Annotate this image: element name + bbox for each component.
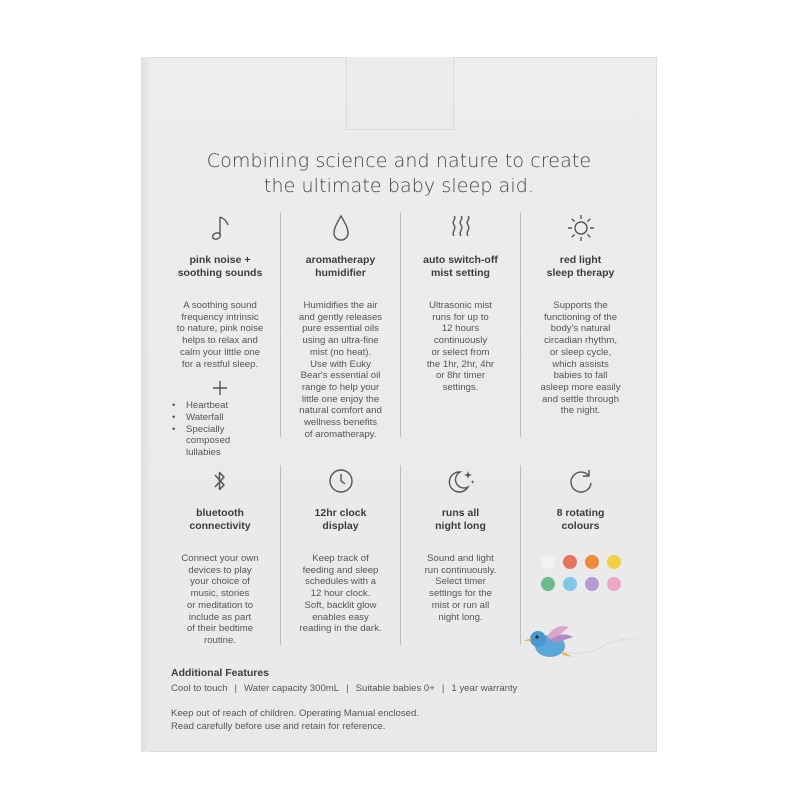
desc-line: of aromatherapy. xyxy=(304,428,377,440)
desc-line: using an ultra-fine xyxy=(302,335,379,347)
sun-icon xyxy=(521,212,640,244)
desc-line: or select from xyxy=(431,346,490,358)
desc-line: 12 hours xyxy=(441,323,480,335)
desc-line: schedules with a xyxy=(305,576,376,588)
desc-line: and gently releases xyxy=(298,311,383,323)
features-grid xyxy=(160,212,642,645)
tagline-line-1: Combining science and nature to create xyxy=(206,150,592,172)
desc-line: devices to play xyxy=(188,564,252,576)
desc-line: which assists xyxy=(552,358,609,370)
colour-swatch xyxy=(585,577,599,591)
separator: | xyxy=(234,683,238,694)
colour-swatch xyxy=(585,555,599,569)
title-line: display xyxy=(322,520,359,532)
desc-line: Use with Euky xyxy=(310,358,371,370)
desc-line: Humidifies the air xyxy=(303,300,378,311)
desc-line: routine. xyxy=(204,634,236,646)
desc-line: or sleep cycle, xyxy=(549,346,612,358)
colour-swatch xyxy=(607,555,621,569)
title-line: night long xyxy=(435,520,486,532)
desc-line: run continuously. xyxy=(424,564,497,576)
feature-item: Water capacity 300mL xyxy=(244,683,340,694)
desc-line: the 1hr, 2hr, 4hr xyxy=(426,358,495,370)
tagline-line-2: the ultimate baby sleep aid. xyxy=(263,175,535,197)
desc-line: of their bedtime xyxy=(186,623,254,635)
colour-swatches xyxy=(521,555,640,591)
safety-notice xyxy=(171,707,419,733)
desc-line: for a restful sleep. xyxy=(181,358,259,370)
desc-line: continuously xyxy=(433,335,488,347)
desc-line: include as part xyxy=(188,611,252,623)
desc-line: frequency intrinsic xyxy=(181,311,259,323)
rotate-icon xyxy=(521,465,640,497)
desc-line: natural comfort and xyxy=(299,405,382,417)
colour-swatch xyxy=(607,577,621,591)
additional-features-list xyxy=(171,683,517,694)
desc-line: Select timer xyxy=(435,576,486,588)
tagline xyxy=(141,149,657,199)
box-flap xyxy=(346,57,454,130)
desc-line: reading in the dark. xyxy=(299,623,382,635)
music-note-icon xyxy=(160,212,280,244)
title-line: humidifier xyxy=(315,267,366,279)
desc-line: runs for up to xyxy=(432,311,489,323)
desc-line: helps to relax and xyxy=(182,335,258,347)
bluetooth-icon xyxy=(160,465,280,497)
desc-line: the night. xyxy=(560,405,601,417)
additional-features-heading: Additional Features xyxy=(171,667,270,679)
list-item-text: lullabies xyxy=(186,447,221,459)
title-line: mist setting xyxy=(431,267,490,279)
feature-item: 1 year warranty xyxy=(451,683,518,694)
feature-title xyxy=(281,507,400,533)
feature-pink-noise xyxy=(160,212,280,459)
desc-line: little one enjoy the xyxy=(301,393,380,405)
list-item-text: • Specially xyxy=(186,423,225,435)
desc-line: Bear's essential oil xyxy=(300,370,381,382)
desc-line: night long. xyxy=(438,611,483,623)
feature-title xyxy=(521,507,640,533)
feature-title xyxy=(401,507,520,533)
desc-line: asleep more easily xyxy=(540,381,621,393)
desc-line: Sound and light xyxy=(427,553,494,564)
separator: | xyxy=(346,683,349,694)
title-line: aromatherapy xyxy=(305,254,376,266)
desc-line: settings. xyxy=(442,381,479,393)
feature-description xyxy=(521,300,640,417)
feature-description xyxy=(281,300,400,440)
feature-bluetooth xyxy=(160,465,280,645)
list-item xyxy=(172,400,280,412)
title-line: colours xyxy=(561,520,600,532)
title-line: sleep therapy xyxy=(546,267,615,279)
colour-swatch xyxy=(563,555,577,569)
feature-auto-switch-off xyxy=(400,212,520,437)
feature-title xyxy=(401,254,520,280)
desc-line: Connect your own xyxy=(181,553,259,564)
desc-line: music, stories xyxy=(190,588,250,600)
desc-line: Keep track of xyxy=(312,553,369,564)
safety-line-2: Read carefully before use and retain for reference. xyxy=(171,721,386,732)
desc-line: feeding and sleep xyxy=(302,564,379,576)
desc-line: Soft, backlit glow xyxy=(304,599,377,611)
feature-description xyxy=(401,300,520,394)
feature-runs-all-night xyxy=(400,465,520,645)
colour-swatch xyxy=(541,577,555,591)
desc-line: wellness benefits xyxy=(303,417,378,429)
safety-line-1: Keep out of reach of children. Operating Manual enclosed. xyxy=(171,708,419,719)
clock-icon xyxy=(281,465,400,497)
feature-red-light xyxy=(520,212,640,437)
title-line: soothing sounds xyxy=(177,267,263,279)
hummingbird-illustration xyxy=(521,617,641,682)
title-line: 12hr clock xyxy=(314,507,367,519)
desc-line: or meditation to xyxy=(186,599,254,611)
desc-line: and settle through xyxy=(542,393,619,405)
features-row-1 xyxy=(160,212,642,459)
title-line: runs all xyxy=(441,507,480,519)
feature-title xyxy=(521,254,640,280)
desc-line: mist or run all xyxy=(431,599,490,611)
desc-line: to nature, pink noise xyxy=(176,323,264,335)
separator: | xyxy=(441,683,445,694)
desc-line: your choice of xyxy=(190,576,250,588)
desc-line: settings for the xyxy=(429,588,492,600)
desc-line: functioning of the xyxy=(543,311,618,323)
feature-description xyxy=(160,553,280,647)
feature-item: Suitable babies 0+ xyxy=(355,683,435,694)
colour-swatch xyxy=(563,577,577,591)
steam-icon xyxy=(401,212,520,244)
list-item-text: composed xyxy=(186,435,231,447)
list-item xyxy=(172,424,280,459)
sound-list xyxy=(160,400,280,459)
droplet-icon xyxy=(281,212,400,244)
plus-icon xyxy=(160,380,280,396)
desc-line: Ultrasonic mist xyxy=(429,300,492,311)
list-item xyxy=(172,412,280,424)
feature-aromatherapy xyxy=(280,212,400,440)
list-item-text: Waterfall xyxy=(186,411,224,423)
feature-description xyxy=(401,553,520,623)
desc-line: or 8hr timer xyxy=(435,370,486,382)
list-item-text: Heartbeat xyxy=(186,400,229,412)
title-line: connectivity xyxy=(189,520,251,532)
desc-line: mist (no heat). xyxy=(309,346,372,358)
moon-stars-icon xyxy=(401,465,520,497)
colour-swatch xyxy=(541,555,555,569)
desc-line: 12 hour clock. xyxy=(310,588,371,600)
feature-description xyxy=(281,553,400,635)
feature-title xyxy=(160,507,280,533)
feature-title xyxy=(160,254,280,280)
desc-line: calm your little one xyxy=(180,346,260,358)
desc-line: pure essential oils xyxy=(302,323,379,335)
desc-line: range to help your xyxy=(301,381,380,393)
title-line: bluetooth xyxy=(196,507,244,519)
desc-line: babies to fall xyxy=(553,370,608,382)
desc-line: body's natural xyxy=(550,323,611,335)
product-box-back xyxy=(141,57,657,752)
title-line: red light xyxy=(559,254,602,266)
desc-line: circadian rhythm, xyxy=(543,335,618,347)
title-line: 8 rotating xyxy=(556,507,605,519)
desc-line: A soothing sound xyxy=(183,300,257,311)
feature-title xyxy=(281,254,400,280)
feature-description xyxy=(160,300,280,370)
feature-item: Cool to touch xyxy=(171,683,228,694)
title-line: auto switch-off xyxy=(423,254,498,266)
desc-line: Supports the xyxy=(553,300,608,311)
feature-clock xyxy=(280,465,400,645)
desc-line: enables easy xyxy=(312,611,369,623)
title-line: pink noise + xyxy=(189,254,251,266)
